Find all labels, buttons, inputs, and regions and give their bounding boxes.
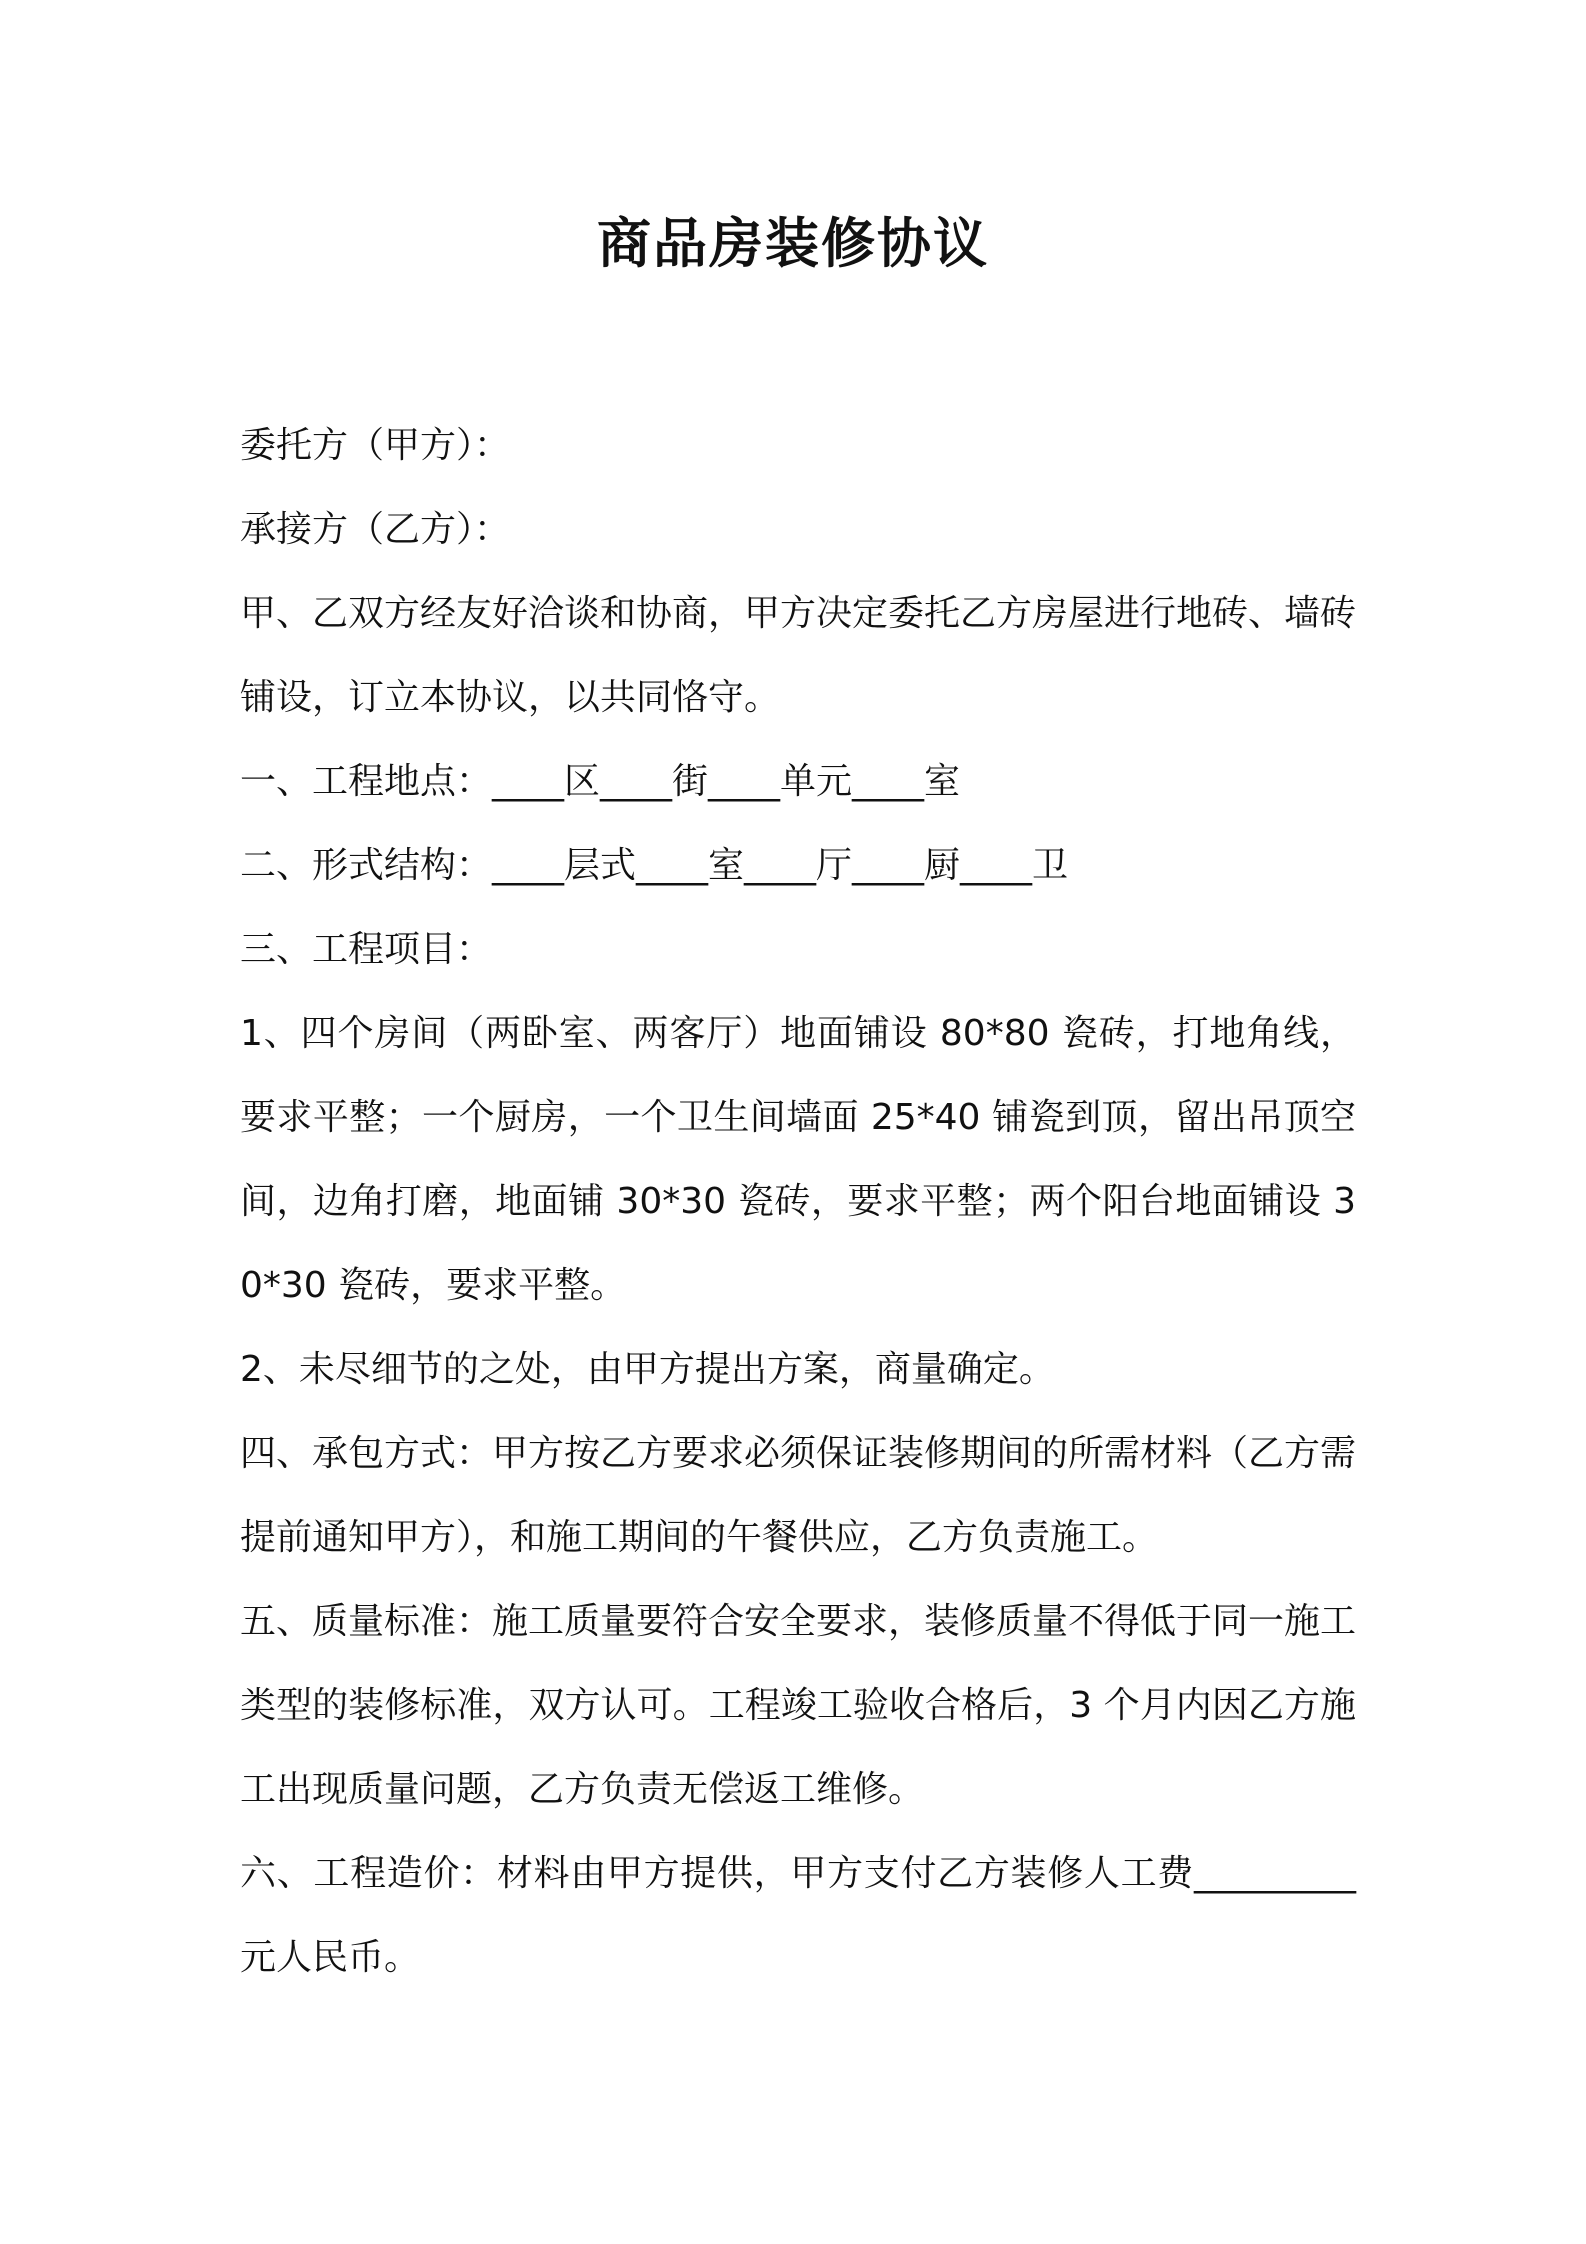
paragraph-items-heading: 三、工程项目：	[240, 929, 493, 970]
document-body	[240, 404, 1356, 2000]
document-title: 商品房装修协议	[597, 212, 989, 275]
paragraph-item-1: 1、四个房间（两卧室、两客厅）地面铺设 80*80 瓷砖，打地角线，要求平整；一个厨房，一个卫生间墙面 25*40 铺瓷到顶，留出吊顶空间，边角打磨，地面铺 30*30 瓷砖，要求平整；两个阳台地面铺设 30*30 瓷砖，要求平整。	[240, 1013, 1356, 1306]
paragraph-quality: 五、质量标准：施工质量要符合安全要求，装修质量不得低于同一施工类型的装修标准，双方认可。工程竣工验收合格后，3 个月内因乙方施工出现质量问题，乙方负责无偿返工维修。	[240, 1601, 1357, 1810]
paragraph-contract-method: 四、承包方式：甲方按乙方要求必须保证装修期间的所需材料（乙方需提前通知甲方），和施工期间的午餐供应，乙方负责施工。	[240, 1433, 1357, 1558]
paragraph-intro: 甲、乙双方经友好洽谈和协商，甲方决定委托乙方房屋进行地砖、墙砖铺设，订立本协议，以共同恪守。	[240, 593, 1357, 718]
paragraph-client: 委托方（甲方）：	[240, 425, 511, 466]
paragraph-cost: 六、工程造价：材料由甲方提供，甲方支付乙方装修人工费_________元人民币。	[240, 1853, 1356, 1978]
paragraph-structure: 二、形式结构：____层式____室____厅____厨____卫	[240, 845, 1069, 886]
paragraph-item-2: 2、未尽细节的之处，由甲方提出方案，商量确定。	[240, 1349, 1055, 1390]
paragraph-location: 一、工程地点：____区____街____单元____室	[240, 761, 961, 802]
paragraph-contractor: 承接方（乙方）：	[240, 509, 511, 550]
